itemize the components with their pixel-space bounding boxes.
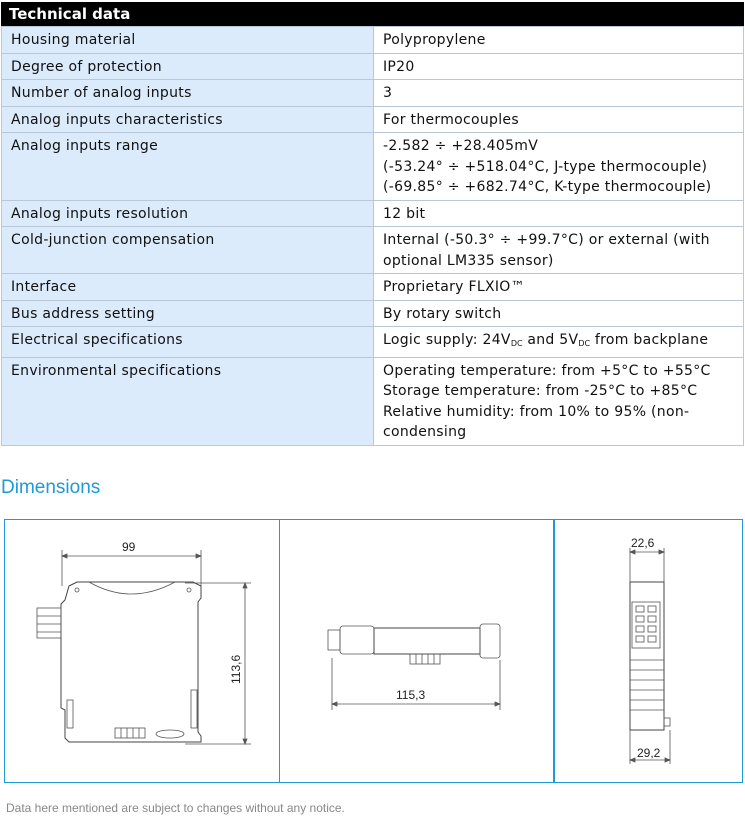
- spec-label: Environmental specifications: [2, 357, 374, 445]
- table-row: [2, 274, 744, 301]
- spec-value: [374, 357, 744, 445]
- dc-subscript: DC: [510, 339, 523, 348]
- front-view-drawing: [5, 520, 279, 782]
- spec-value-line: Operating temperature: from +5°C to +55°C: [383, 362, 711, 379]
- spec-label: Analog inputs resolution: [2, 200, 374, 227]
- spec-value: [374, 133, 744, 201]
- table-row: [2, 106, 744, 133]
- spec-label: Analog inputs range: [2, 133, 374, 201]
- dc-subscript: DC: [578, 339, 591, 348]
- spec-label: Electrical specifications: [2, 327, 374, 358]
- electrical-text: and 5V: [522, 332, 579, 348]
- table-row: [2, 27, 744, 54]
- table-row: [2, 227, 744, 274]
- front-view-panel: [4, 519, 280, 783]
- spec-value: Polypropylene: [374, 27, 744, 54]
- spec-value-line: (-69.85° ÷ +682.74°C, K-type thermocouple): [383, 179, 712, 195]
- spec-label: Analog inputs characteristics: [2, 106, 374, 133]
- spec-label: Cold-junction compensation: [2, 227, 374, 274]
- spec-value: 12 bit: [374, 200, 744, 227]
- table-row: [2, 53, 744, 80]
- table-row: [2, 357, 744, 445]
- spec-value: IP20: [374, 53, 744, 80]
- side-top-width-dimension: 22,6: [631, 536, 655, 550]
- front-height-dimension: 113,6: [229, 654, 243, 684]
- disclaimer-notice: Data here mentioned are subject to changes without any notice.: [6, 801, 345, 815]
- spec-label: Number of analog inputs: [2, 80, 374, 107]
- top-view-panel: [279, 519, 555, 783]
- length-dimension: 115,3: [396, 688, 426, 702]
- spec-value-line: Internal (-50.3° ÷ +99.7°C) or external (with: [383, 232, 710, 248]
- table-row: [2, 133, 744, 201]
- spec-label: Housing material: [2, 27, 374, 54]
- electrical-text: from backplane: [590, 332, 709, 348]
- electrical-text: Logic supply: 24V: [383, 332, 511, 348]
- spec-value: By rotary switch: [374, 300, 744, 327]
- table-row: [2, 300, 744, 327]
- spec-value-line: optional LM335 sensor): [383, 252, 554, 269]
- technical-data-section: [1, 2, 744, 446]
- spec-value-line: -2.582 ÷ +28.405mV: [383, 138, 539, 154]
- spec-value: [374, 327, 744, 358]
- front-width-dimension: 99: [122, 540, 136, 554]
- technical-data-table: [1, 26, 744, 446]
- dimensions-title: Dimensions: [1, 477, 101, 498]
- spec-value-line: condensing: [383, 424, 467, 440]
- side-view-drawing: [554, 520, 742, 782]
- spec-value: Proprietary FLXIO™: [374, 274, 744, 301]
- spec-value-line: Storage temperature: from -25°C to +85°C: [383, 383, 698, 399]
- spec-label: Degree of protection: [2, 53, 374, 80]
- spec-label: Interface: [2, 274, 374, 301]
- table-row: [2, 200, 744, 227]
- side-view-panel: [553, 519, 743, 783]
- technical-data-title: Technical data: [1, 2, 744, 26]
- table-row: [2, 80, 744, 107]
- top-view-drawing: [280, 520, 554, 782]
- spec-value-line: (-53.24° ÷ +518.04°C, J-type thermocouple): [383, 158, 708, 175]
- spec-value: [374, 227, 744, 274]
- side-bottom-width-dimension: 29,2: [637, 746, 661, 760]
- spec-label: Bus address setting: [2, 300, 374, 327]
- table-row: [2, 327, 744, 358]
- spec-value: For thermocouples: [374, 106, 744, 133]
- spec-value: 3: [374, 80, 744, 107]
- spec-value-line: Relative humidity: from 10% to 95% (non-: [383, 403, 690, 420]
